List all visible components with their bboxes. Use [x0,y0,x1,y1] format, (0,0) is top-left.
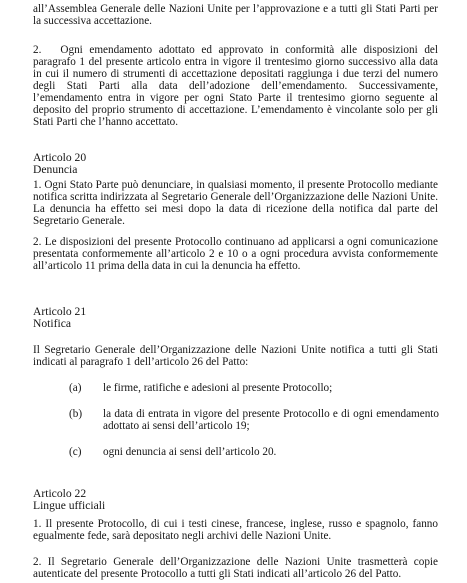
article-21-intro: Il Segretario Generale dell’Organizzazione delle Nazioni Unite notifica a tutti gli Stati indicati al paragrafo 1 dell’articolo 26 del Patto: [33,344,438,368]
list-text: ogni denuncia ai sensi dell’articolo 20. [103,446,277,458]
article-21-title: Notifica [33,317,71,330]
article-22-paragraph-1: 1. Il presente Protocollo, di cui i testi cinese, francese, inglese, russo e spagnolo, fanno egualmente fede, sarà depositato negli archivi delle Nazioni Unite. [33,518,438,542]
article-20-title: Denuncia [33,163,78,176]
list-text: le firme, ratifiche e adesioni al presente Protocollo; [103,382,333,394]
article-21-number: Articolo 21 [33,305,87,318]
paragraph-2-number: 2. [33,44,42,56]
paragraph-2-text: Ogni emendamento adottato ed approvato in conformità alle disposizioni del paragrafo 1 del presente articolo entra in vigore il trentesimo giorno successivo alla data in cui il numero di strumenti di accettazione depositati raggiunga i due terzi del numero degli Stati Parti alla data dell’adozione dell’emendamento. Successivamente, l’emendamento entra in vigore per ogni Stato Parte il trentesimo giorno seguente al deposito del proprio strumento di accettazione. L’emendamento è vincolante solo per gli Stati Parti che l’hanno accettato. [33,44,438,128]
list-label: (c) [69,446,82,458]
article-20-paragraph-1: 1. Ogni Stato Parte può denunciare, in qualsiasi momento, il presente Protocollo mediante notifica scritta indirizzata al Segretario Generale dell’Organizzazione delle Nazioni Unite. La denuncia ha effetto sei mesi dopo la data di ricezione della notifica dal parte del Segretario Generale. [33,179,438,227]
article-22-paragraph-2: 2. Il Segretario Generale dell’Organizzazione delle Nazioni Unite trasmetterà copie autenticate del presente Protocollo a tutti gli Stati indicati all’articolo 26 del Patto. [33,556,438,580]
article-22-number: Articolo 22 [33,487,87,500]
article-20-paragraph-2: 2. Le disposizioni del presente Protocollo continuano ad applicarsi a ogni comunicazione presentata conformemente all’articolo 2 e 10 o a ogni procedura avvista conformemente all’articolo 11 prima della data in cui la denuncia ha effetto. [33,236,438,272]
list-label: (b) [69,408,83,420]
article-22-title: Lingue ufficiali [33,499,106,512]
intro-paragraph-tail: all’Assemblea Generale delle Nazioni Unite per l’approvazione e a tutti gli Stati Parti per la successiva accettazione. [33,3,438,27]
list-label: (a) [69,382,82,394]
list-text: la data di entrata in vigore del presente Protocollo e di ogni emendamento adottato ai sensi dell’articolo 19; [103,408,439,432]
paragraph-2 [33,44,438,128]
article-20-number: Articolo 20 [33,151,87,164]
